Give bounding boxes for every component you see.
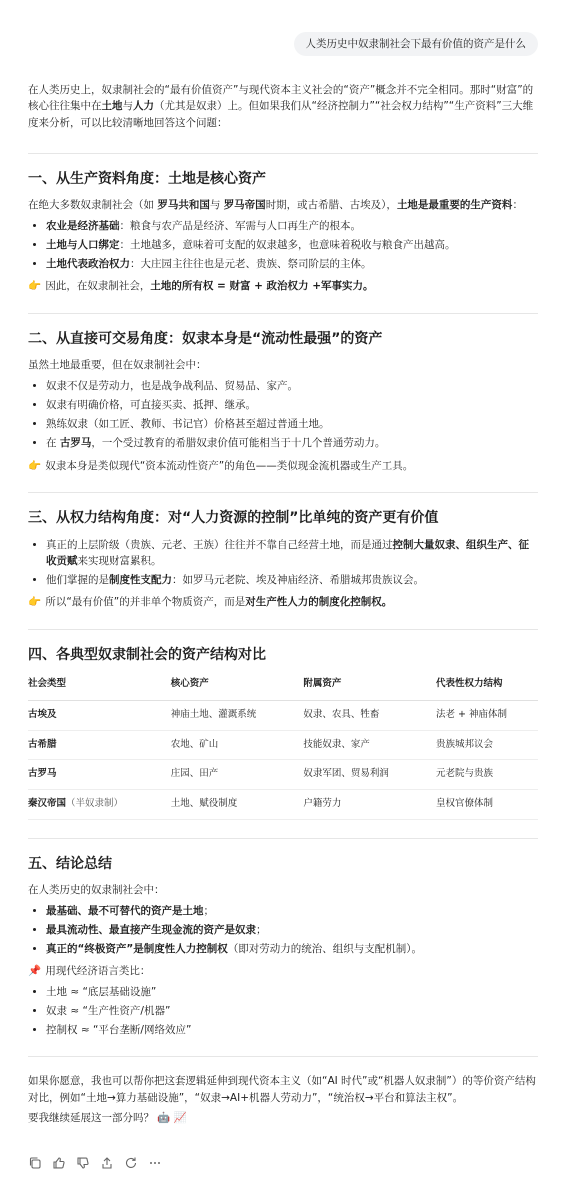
table-cell: 户籍劳力 [303,790,436,820]
pointing-hand-icon: 👉 [28,596,42,609]
thumbs-up-icon[interactable] [52,1156,66,1170]
table-cell: 技能奴隶、家产 [303,730,436,760]
pointing-hand-icon: 👉 [28,280,42,293]
table-cell: 农地、矿山 [171,730,304,760]
divider [28,629,538,630]
section-3 [28,509,538,611]
text-run: （即对劳动力的统治、组织与支配机制）。 [227,943,423,956]
list-item [46,572,538,588]
chart-icon: 📈 [173,1112,187,1124]
list-item [46,922,538,938]
text-run: 在绝大多数奴隶制社会（如 [28,199,158,212]
text-run: 奴隶有明确价格，可直接买卖、抵押、继承。 [46,398,256,411]
table-header-cell: 代表性权力结构 [436,673,538,700]
table-cell: 皇权官僚体制 [436,790,538,820]
table-header-cell: 核心资产 [171,673,304,700]
list-item [46,378,538,394]
list-item [46,941,538,957]
section-5-list [28,903,538,958]
section-1-lead [28,197,538,213]
text-run: 虽然土地最重要，但在奴隶制社会中： [28,359,207,372]
table-cell [28,700,171,730]
list-item: • 土地 ≈ “底层基础设施” [46,984,538,1000]
text-run: 真正的上层阶级（贵族、元老、王族）往往并不靠自己经营土地，而是通过 [46,538,393,551]
text-run: 与 [209,199,224,212]
text-run: 与 [122,100,133,113]
list-item [46,218,538,234]
text-run: 奴隶本身是类似现代“资本流动性资产”的角色——类似现金流机器或生产工具。 [45,459,414,472]
divider [28,153,538,154]
text-run: ； [203,904,214,917]
robot-icon: 🤖 [157,1112,171,1124]
list-item: • 控制权 ≈ “平台垄断/网络效应” [46,1022,538,1038]
section-3-point [28,594,538,610]
table-cell [28,730,171,760]
table-row [28,790,538,820]
intro-paragraph [28,82,538,131]
text-run: 时期，或古希腊、古埃及）， [265,199,397,212]
bold-text: 土地代表政治权力 [46,258,130,271]
text-run: ： [512,199,523,212]
section-1-title: 一、从生产资料角度：土地是核心资产 [28,170,266,187]
section-2-lead [28,357,538,373]
bold-text: 制度性支配力 [109,574,172,587]
bold-text: 农业是经济基础 [46,219,120,232]
table-cell: 庄园、田产 [171,760,304,790]
list-item [46,397,538,413]
text-run: 在人类历史上，奴隶制社会的“最有价值资产”与现代资本主义社会的“资产”概念并不完全相同。那时“财富”的核心往往集中在 [28,84,534,113]
table-cell [28,760,171,790]
bold-text: 对生产性人力的制度化控制权。 [245,596,393,609]
text-run: ：土地越多，意味着可支配的奴隶越多，也意味着税收与粮食产出越高。 [119,238,456,251]
list-item [46,237,538,253]
section-1-list [28,218,538,273]
bold-text: 控制大量奴隶、组织生产、征收贡赋 [46,538,529,567]
society-name: 古罗马 [28,768,57,780]
bold-text: 罗马共和国 [157,199,210,212]
text-run: 在人类历史的奴隶制社会中： [28,884,165,897]
section-2 [28,330,538,474]
section-4-title: 四、各典型奴隶制社会的资产结构对比 [28,646,266,663]
list-item [46,256,538,272]
section-2-list [28,378,538,452]
bold-text: 人力 [133,100,154,113]
bold-text: 土地与人口绑定 [46,238,120,251]
table-cell: 贵族城邦议会 [436,730,538,760]
list-item [46,537,538,570]
section-1 [28,170,538,295]
section-4 [28,646,538,820]
text-run: ，一个受过教育的希腊奴隶价值可能相当于十几个普通劳动力。 [91,437,386,450]
table-cell: 土地、赋役制度 [171,790,304,820]
list-item [46,416,538,432]
follow-up-offer [28,1073,538,1126]
section-3-list [28,537,538,589]
analogy-intro-text: 用现代经济语言类比： [45,965,151,978]
user-message-bubble [294,32,539,56]
text-run: ； [256,923,267,936]
society-name: 秦汉帝国 [28,798,67,810]
section-5-lead [28,882,538,898]
divider [28,492,538,493]
analogy-list [28,984,538,1039]
text-run: 熟练奴隶（如工匠、教师、书记官）价格甚至超过普通土地。 [46,418,330,431]
bold-text: 土地是最重要的生产资料 [396,199,513,212]
bold-text: 最具流动性、最直接产生现金流的资产是奴隶 [46,923,256,936]
table-row [28,760,538,790]
table-header-row [28,673,538,700]
divider [28,838,538,839]
section-2-point-text [45,460,413,472]
divider [28,313,538,314]
society-name: 古埃及 [28,708,57,720]
society-note: （半奴隶制） [66,798,124,810]
text-run: 来实现财富累积。 [77,554,162,567]
thumbs-down-icon[interactable] [76,1156,90,1170]
more-options-icon[interactable] [148,1156,162,1170]
asset-comparison-table [28,673,538,820]
section-2-title: 二、从直接可交易角度：奴隶本身是“流动性最强”的资产 [28,330,383,347]
divider [28,1056,538,1057]
text-run: 在 [46,437,60,450]
bold-text: 真正的“终极资产”是制度性人力控制权 [46,943,228,956]
text-run: 他们掌握的是 [46,574,109,587]
text-run: 奴隶不仅是劳动力，也是战争战利品、贸易品、家产。 [46,379,298,392]
table-cell: 元老院与贵族 [436,760,538,790]
follow-up-question-text: 要我继续延展这一部分吗？ [28,1112,154,1124]
table-header-cell: 附属资产 [303,673,436,700]
table-cell: 奴隶军团、贸易利润 [303,760,436,790]
table-cell: 法老 + 神庙体制 [436,700,538,730]
bold-text: 土地 [101,100,123,113]
bold-text: 罗马帝国 [223,199,266,212]
table-row [28,700,538,730]
assistant-response [28,82,538,1130]
user-message-text: 人类历史中奴隶制社会下最有价值的资产是什么 [305,38,526,50]
message-actions [28,1156,162,1170]
text-run: （尤其是奴隶）上。但如果我们从“经济控制力”“社会权力结构”“生产资料”三大维度来分析，可以比较清晰地回答这个问题： [28,100,534,129]
section-2-point [28,458,538,474]
section-5-title: 五、结论总结 [28,855,112,872]
table-header-cell: 社会类型 [28,673,171,700]
copy-icon[interactable] [28,1156,42,1170]
regenerate-icon[interactable] [124,1156,138,1170]
bold-text: 土地的所有权 = 财富 + 政治权力 +军事实力。 [150,280,374,293]
text-run: 因此，在奴隶制社会， [45,280,151,293]
section-1-point [28,278,538,294]
text-run: 所以“最有价值”的并非单个物质资产，而是 [45,596,246,609]
section-3-title: 三、从权力结构角度：对“人力资源的控制”比单纯的资产更有价值 [28,509,439,526]
list-item [46,435,538,451]
table-cell: 奴隶、农具、牲畜 [303,700,436,730]
section-1-point-text [45,280,373,292]
follow-up-question [28,1110,538,1126]
society-name: 古希腊 [28,738,57,750]
text-run: ：如罗马元老院、埃及神庙经济、希腊城邦贵族议会。 [172,574,424,587]
share-icon[interactable] [100,1156,114,1170]
list-item: • 奴隶 ≈ “生产性资产/机器” [46,1003,538,1019]
section-5 [28,855,538,1039]
section-5-analogy-intro [28,963,538,979]
table-row [28,730,538,760]
table-cell: 神庙土地、灌溉系统 [171,700,304,730]
table-cell [28,790,171,820]
bold-text: 最基础、最不可替代的资产是土地 [46,904,204,917]
section-3-point-text [45,596,392,608]
text-run: ：粮食与农产品是经济、军需与人口再生产的根本。 [119,219,361,232]
pointing-hand-icon: 👉 [28,459,42,472]
follow-up-line: 如果你愿意，我也可以帮你把这套逻辑延伸到现代资本主义（如“AI 时代”或“机器人奴隶制”）的等价资产结构对比，例如“土地→算力基础设施”，“奴隶→AI+机器人劳动力”，“统治权→平台和算法主权”。 [28,1075,536,1104]
pushpin-icon: 📌 [28,965,42,978]
list-item [46,903,538,919]
text-run: ：大庄园主往往也是元老、贵族、祭司阶层的主体。 [130,258,372,271]
bold-text: 古罗马 [59,437,92,450]
